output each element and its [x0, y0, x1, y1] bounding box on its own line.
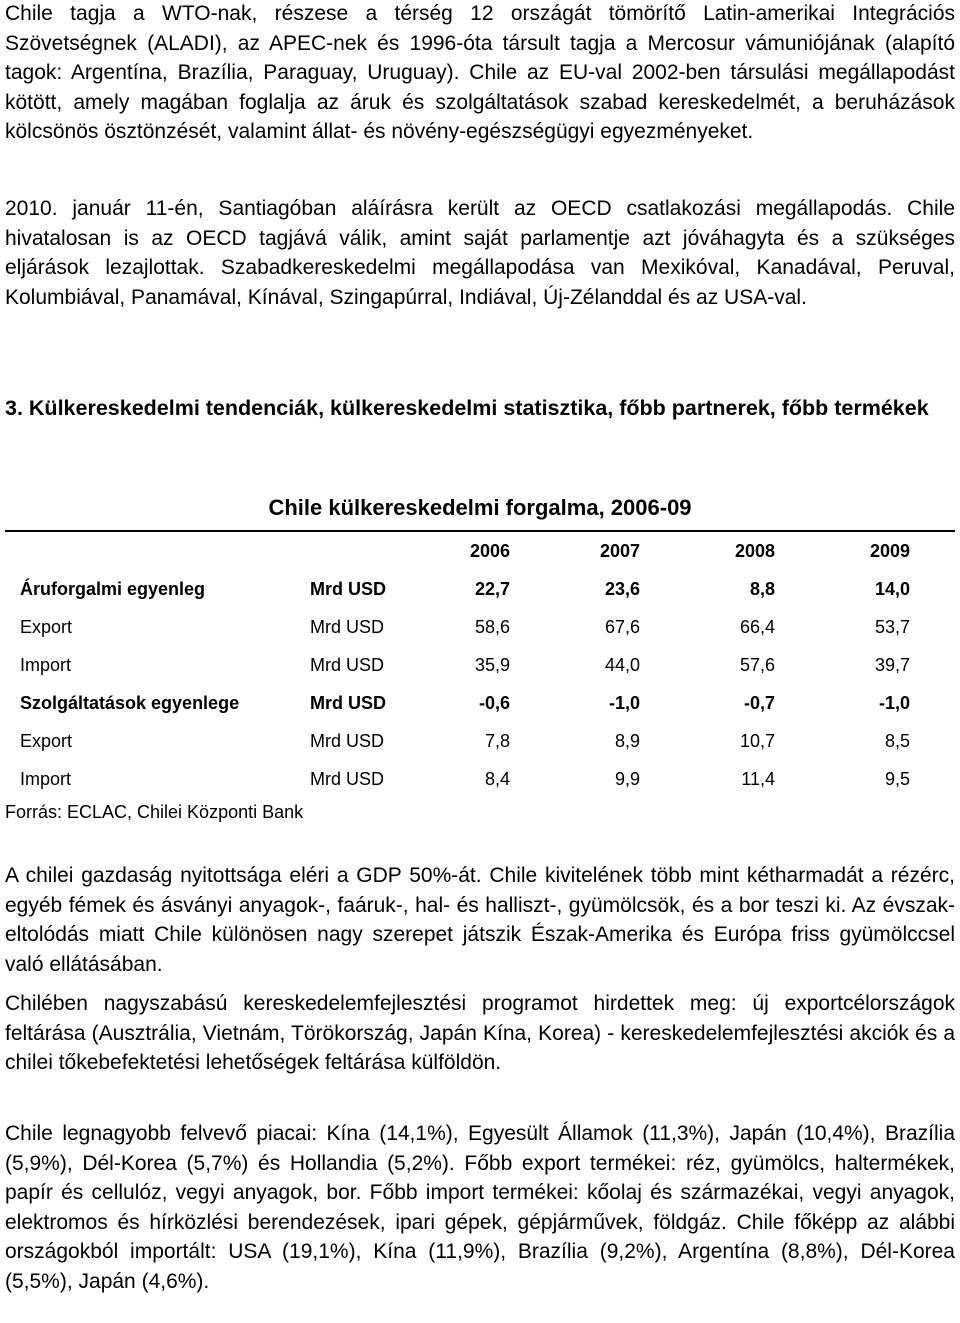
table-title: Chile külkereskedelmi forgalma, 2006-09 [268, 495, 692, 520]
table-source: Forrás: ECLAC, Chilei Központi Bank [5, 802, 304, 822]
table-cell: 8,9 [614, 731, 640, 751]
table-cell: 67,6 [604, 617, 640, 637]
table-cell: 53,7 [874, 617, 910, 637]
table-header-row [5, 532, 955, 570]
table-cell: 9,5 [884, 769, 910, 789]
table-cell: 22,7 [474, 579, 510, 599]
paragraph-oecd: 2010. január 11-én, Santiagóban aláírásra került az OECD csatlakozási megállapodás. Chile hivatalosan is az OECD tagjává válik, amint saját parlamentje azt jóváhagyta és a szükséges eljárások lezajlottak. Szabadkereskedelmi megállapodása van Mexikóval, Kanadával, Peruval, Kolumbiával, Panamával, Kínával, Szingapúrral, Indiával, Új-Zélanddal és az USA-val. [5, 197, 955, 309]
row-label: Export [20, 731, 73, 751]
table-cell: 8,8 [749, 579, 775, 599]
year-header: 2006 [469, 541, 510, 561]
table-cell: 7,8 [484, 731, 510, 751]
paragraph-trade-agreements: Chile tagja a WTO-nak, részese a térség 12 országát tömörítő Latin-amerikai Integrációs Szövetségnek (ALADI), az APEC-nek és 1996-óta társult tagja a Mercosur vámuniójának (alapító tagok: Argentína, Brazília, Paraguay, Uruguay). Chile az EU-val 2002-ben társulási megállapodást kötött, amely magában foglalja az áruk és szolgáltatások szabad kereskedelmét, a beruházások kölcsönös ösztönzését, valamint állat- és növény-egészségügyi egyezményeket. [5, 2, 955, 143]
row-unit: Mrd USD [310, 693, 386, 713]
paragraph-trade-program: Chilében nagyszabású kereskedelemfejlesztési programot hirdettek meg: új exportcélországok feltárása (Ausztrália, Vietnám, Törökország, Japán Kína, Korea) - kereskedelemfejlesztési akciók és a chilei tőkebefektetési lehetőségek feltárása külföldön. [5, 992, 955, 1074]
table-row-services-import [5, 760, 955, 798]
table-cell: 10,7 [739, 731, 775, 751]
paragraph-openness: A chilei gazdaság nyitottsága eléri a GDP 50%-át. Chile kivitelének több mint kétharmadát a rézérc, egyéb fémek és ásványi anyagok-, faáruk-, hal- és halliszt-, gyümölcsök, és a bor teszi ki. Az évszak-eltolódás miatt Chile különösen nagy szerepet játszik Észak-Amerika és Európa friss gyümölccsel való ellátásában. [5, 864, 955, 976]
table-cell: 8,4 [484, 769, 510, 789]
row-unit: Mrd USD [310, 731, 385, 751]
trade-table [5, 530, 955, 798]
table-row-services-balance [5, 684, 955, 722]
row-label: Import [20, 655, 72, 675]
row-unit: Mrd USD [310, 769, 385, 789]
table-cell: -1,0 [608, 693, 640, 713]
table-cell: -0,6 [478, 693, 510, 713]
table-cell: 66,4 [739, 617, 775, 637]
table-row-goods-balance [5, 570, 955, 608]
table-cell: 57,6 [739, 655, 775, 675]
section-heading: 3. Külkereskedelmi tendenciák, külkereskedelmi statisztika, főbb partnerek, főbb termékek [5, 396, 929, 420]
paragraph-partners-products: Chile legnagyobb felvevő piacai: Kína (14,1%), Egyesült Államok (11,3%), Japán (10,4%), Brazília (5,9%), Dél-Korea (5,7%) és Hollandia (5,2%). Főbb export termékei: réz, gyümölcs, haltermékek, papír és cellulóz, vegyi anyagok, bor. Főbb import termékei: kőolaj és származékai, vegyi anyagok, elektromos és hírközlési berendezések, ipari gépek, gépjárművek, földgáz. Chile főképp az alábbi országokból importált: USA (19,1%), Kína (11,9%), Brazília (9,2%), Argentína (8,8%), Dél-Korea (5,5%), Japán (4,6%). [5, 1122, 955, 1293]
table-cell: 11,4 [741, 769, 775, 789]
table-row-goods-import [5, 646, 955, 684]
table-cell: -0,7 [743, 693, 775, 713]
table-row-services-export [5, 722, 955, 760]
row-unit: Mrd USD [310, 617, 385, 637]
table-cell: 23,6 [604, 579, 640, 599]
table-cell: 35,9 [474, 655, 510, 675]
row-label: Áruforgalmi egyenleg [20, 579, 206, 599]
row-label: Import [20, 769, 72, 789]
row-unit: Mrd USD [310, 579, 386, 599]
year-header: 2009 [869, 541, 910, 561]
table-cell: 9,9 [614, 769, 640, 789]
table-cell: 39,7 [874, 655, 910, 675]
table-cell: 58,6 [474, 617, 510, 637]
table-cell: 14,0 [874, 579, 910, 599]
table-cell: -1,0 [878, 693, 910, 713]
row-label: Szolgáltatások egyenlege [20, 693, 240, 713]
year-header: 2008 [734, 541, 775, 561]
table-cell: 8,5 [884, 731, 910, 751]
row-unit: Mrd USD [310, 655, 385, 675]
row-label: Export [20, 617, 73, 637]
year-header: 2007 [599, 541, 640, 561]
table-cell: 44,0 [604, 655, 640, 675]
table-row-goods-export [5, 608, 955, 646]
